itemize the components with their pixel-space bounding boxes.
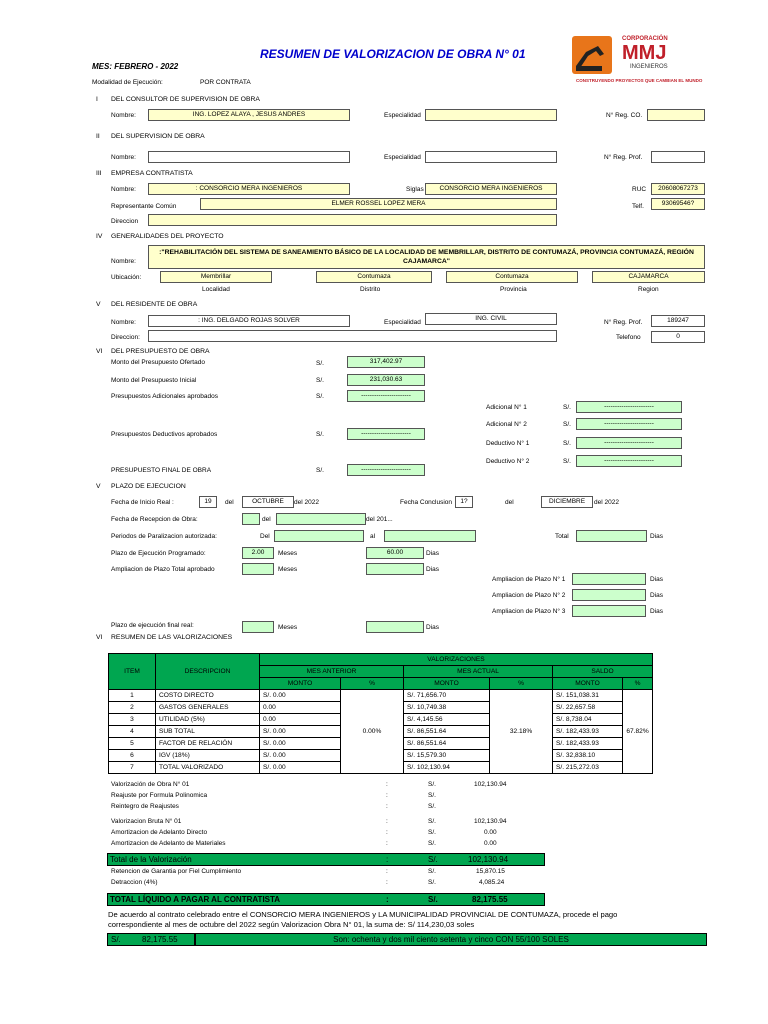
field-label: N° Reg. Prof.	[604, 154, 643, 161]
ubic-region: CAJAMARCA	[592, 271, 705, 283]
colon: :	[386, 855, 389, 864]
section-num: III	[96, 170, 102, 177]
colon: :	[386, 818, 388, 825]
footer-text-1: De acuerdo al contrato celebrado entre el CONSORCIO MERA INGENIEROS y LA MUNICIPALIDAD PROVINCIAL DE CONTUMAZA, procede el pago	[108, 910, 618, 919]
header-mes-actual: MES ACTUAL	[404, 666, 553, 678]
currency: S/.	[428, 829, 436, 836]
row-desc: SUB TOTAL	[156, 726, 260, 738]
row-item: 5	[109, 738, 156, 750]
ubic-caption: Provincia	[500, 286, 527, 293]
pct-actual: 32.18%	[490, 690, 553, 774]
inicio-mes: OCTUBRE	[242, 496, 294, 508]
summary-label: Amortizacion de Adelanto de Materiales	[111, 840, 226, 847]
summary-label: Reajuste por Formula Polinomica	[111, 792, 208, 799]
field-label: Fecha de Inicio Real :	[111, 499, 174, 506]
proyecto-nombre: :"REHABILITACIÓN DEL SISTEMA DE SANEAMIENTO BÁSICO DE LA LOCALIDAD DE MEMBRILLAR, DISTRITO DE CONTUMAZÁ, PROVINCIA CONTUMAZÁ, REGIÓN CAJAMARCA"	[148, 245, 705, 269]
currency: S/.	[316, 377, 324, 384]
field-label: N° Reg. CO.	[606, 112, 643, 119]
row-ant: S/. 0.00	[260, 726, 341, 738]
field-label: Especialidad	[384, 112, 421, 119]
field-label: Telf.	[632, 203, 644, 210]
conclusion-dia: 1?	[455, 496, 473, 508]
field-label: Direccion	[111, 218, 139, 225]
consultor-especialidad	[425, 109, 557, 121]
field-label: Fecha Conclusion	[400, 499, 453, 506]
row-ant: 0.00	[260, 714, 341, 726]
ubic-localidad: Membrillar	[160, 271, 272, 283]
footer-words-box	[195, 933, 707, 946]
field-label: RUC	[632, 186, 647, 193]
ubic-distrito: Contumaza	[316, 271, 432, 283]
field-label: Adicional N° 1	[486, 404, 527, 411]
row-desc: UTILIDAD (5%)	[156, 714, 260, 726]
representante: ELMER ROSSEL LOPEZ MERA	[200, 198, 557, 210]
field-label: Ampliacion de Plazo N° 2	[492, 592, 566, 599]
logo-main-text: MMJ	[622, 42, 667, 64]
currency: S/.	[428, 818, 436, 825]
header-pct: %	[490, 678, 553, 690]
field-label: Especialidad	[384, 319, 421, 326]
row-item: 2	[109, 702, 156, 714]
header-pct: %	[623, 678, 653, 690]
total-liquido-label: TOTAL LÍQUIDO A PAGAR AL CONTRATISTA	[110, 895, 281, 904]
footer-text-2: correspondiente al mes de octubre del 2022 según Valorizacion Obra N° 01, la suma de: S/ 114,230,03 soles	[108, 920, 475, 929]
field-label: Nombre:	[111, 319, 136, 326]
field-label: Ubicación:	[111, 274, 142, 281]
logo-sub-text: INGENIEROS	[630, 64, 668, 70]
row-saldo: S/. 151,038.31	[553, 690, 623, 702]
supervisor-nombre	[148, 151, 350, 163]
pct-saldo: 67.82%	[623, 690, 653, 774]
currency: S/.	[316, 431, 324, 438]
contratista-direccion	[148, 214, 557, 226]
adicionales: -----------------------	[347, 390, 425, 402]
total-liquido-value: 82,175.55	[472, 895, 508, 904]
adicional-1: -----------------------	[576, 401, 682, 413]
summary-value: 102,130.94	[474, 818, 507, 825]
header-monto: MONTO	[260, 678, 341, 690]
row-ant: S/. 0.00	[260, 762, 341, 774]
field-label: Ampliacion de Plazo N° 1	[492, 576, 566, 583]
section-num: V	[96, 483, 101, 490]
ampliacion-3	[572, 605, 646, 617]
header-saldo: SALDO	[553, 666, 653, 678]
field-label: al	[370, 533, 376, 540]
company-logo	[568, 34, 703, 90]
plazo-final-dias	[366, 621, 424, 633]
row-desc: FACTOR DE RELACIÓN	[156, 738, 260, 750]
field-label: Telefono	[616, 334, 641, 341]
summary-value: 15,870.15	[476, 868, 505, 875]
supervisor-reg	[651, 151, 705, 163]
currency: S/.	[428, 803, 436, 810]
section-num: I	[96, 96, 98, 103]
row-desc: COSTO DIRECTO	[156, 690, 260, 702]
logo-slogan: CONSTRUYENDO PROYECTOS QUE CAMBIAN EL MUNDO	[576, 78, 703, 83]
field-label: Dias	[650, 592, 664, 599]
row-act: S/. 86,551.64	[404, 726, 490, 738]
row-saldo: S/. 182,433.93	[553, 726, 623, 738]
ubic-caption: Localidad	[202, 286, 230, 293]
contratista-siglas: CONSORCIO MERA INGENIEROS	[425, 183, 557, 195]
field-label: N° Reg. Prof.	[604, 319, 643, 326]
mes-label: MES: FEBRERO - 2022	[92, 62, 179, 71]
field-label: Meses	[278, 624, 298, 631]
recepcion-mes	[276, 513, 366, 525]
field-label: Deductivo N° 2	[486, 458, 530, 465]
currency: S/.	[563, 404, 571, 411]
row-desc: IGV (18%)	[156, 750, 260, 762]
currency: S/.	[428, 879, 436, 886]
field-label: Adicional N° 2	[486, 421, 527, 428]
deductivo-1: -----------------------	[576, 437, 682, 449]
field-label: Siglas	[406, 186, 424, 193]
colon: :	[386, 868, 388, 875]
paralizacion-total	[576, 530, 647, 542]
total-valorizacion-bar	[107, 853, 545, 866]
ampliacion-dias	[366, 563, 424, 575]
field-label: Meses	[278, 566, 298, 573]
adicional-2: -----------------------	[576, 418, 682, 430]
row-item: 1	[109, 690, 156, 702]
field-label: Nombre:	[111, 186, 136, 193]
field-label: del 201...	[366, 516, 393, 523]
field-label: Periodos de Paralizacion autorizada:	[111, 533, 217, 540]
residente-telefono: 0	[651, 331, 705, 343]
field-label: del 2022	[594, 499, 619, 506]
deductivo-2: -----------------------	[576, 455, 682, 467]
summary-label: Valorización de Obra N° 01	[111, 781, 190, 788]
summary-value: 0.00	[484, 840, 497, 847]
page-title: RESUMEN DE VALORIZACION DE OBRA N° 01	[260, 47, 526, 61]
currency: S/.	[428, 868, 436, 875]
pct-anterior: 0.00%	[341, 690, 404, 774]
ampliacion-1	[572, 573, 646, 585]
field-label: Deductivo N° 1	[486, 440, 530, 447]
field-label: del	[505, 499, 514, 506]
ubic-caption: Region	[638, 286, 659, 293]
summary-label: Valorizacion Bruta N° 01	[111, 818, 182, 825]
field-label: Dias	[650, 608, 664, 615]
modalidad-label: Modalidad de Ejecución:	[92, 79, 163, 86]
section-title: DEL SUPERVISION DE OBRA	[111, 133, 205, 140]
footer-words: Son: ochenta y dos mil ciento setenta y cinco CON 55/100 SOLES	[333, 935, 569, 944]
colon: :	[386, 792, 388, 799]
section-title: DEL CONSULTOR DE SUPERVISION DE OBRA	[111, 96, 260, 103]
field-label: Dias	[426, 624, 440, 631]
logo-corp-text: CORPORACIÓN	[622, 36, 668, 42]
row-saldo: S/. 8,738.04	[553, 714, 623, 726]
section-num: IV	[96, 233, 103, 240]
field-label: del 2022	[294, 499, 319, 506]
currency: S/.	[316, 467, 324, 474]
field-label: Especialidad	[384, 154, 421, 161]
total-valorizacion-value: 102,130.94	[468, 855, 509, 864]
ubic-caption: Distrito	[360, 286, 381, 293]
field-label: Del	[260, 533, 270, 540]
row-saldo: S/. 22,657.58	[553, 702, 623, 714]
currency: S/.	[428, 840, 436, 847]
field-label: PRESUPUESTO FINAL DE OBRA	[111, 467, 212, 474]
deductivos: -----------------------	[347, 428, 425, 440]
header-item: ITEM	[109, 654, 156, 690]
field-label: Meses	[278, 550, 298, 557]
row-saldo: S/. 215,272.03	[553, 762, 623, 774]
field-label: Nombre:	[111, 258, 136, 265]
field-label: Monto del Presupuesto Inicial	[111, 377, 197, 384]
plazo-final-meses	[242, 621, 274, 633]
contratista-telf: 93069546?	[651, 198, 705, 210]
field-label: Dias	[650, 576, 664, 583]
colon: :	[386, 895, 389, 904]
field-label: Dias	[426, 566, 440, 573]
summary-label: Reintegro de Reajustes	[111, 803, 179, 810]
excavator-icon	[572, 36, 612, 74]
row-item: 3	[109, 714, 156, 726]
summary-label: Amortizacion de Adelanto Directo	[111, 829, 208, 836]
footer-amount: 82,175.55	[142, 935, 178, 944]
row-act: S/. 86,551.64	[404, 738, 490, 750]
supervisor-especialidad	[425, 151, 557, 163]
field-label: Total	[555, 533, 569, 540]
currency: S/.	[428, 781, 436, 788]
summary-value: 0.00	[484, 829, 497, 836]
consultor-reg	[647, 109, 705, 121]
ubic-provincia: Contumaza	[446, 271, 578, 283]
field-label: Fecha de Recepcion de Obra:	[111, 516, 198, 523]
currency: S/.	[316, 393, 324, 400]
field-label: del	[225, 499, 234, 506]
table-row	[109, 690, 653, 702]
currency: S/.	[428, 895, 438, 904]
header-pct: %	[341, 678, 404, 690]
contratista-ruc: 20608067273	[651, 183, 705, 195]
field-label: Nombre:	[111, 112, 136, 119]
colon: :	[386, 829, 388, 836]
field-label: Monto del Presupuesto Ofertado	[111, 359, 205, 366]
section-title: PLAZO DE EJECUCION	[111, 483, 186, 490]
section-title: EMPRESA CONTRATISTA	[111, 170, 193, 177]
header-monto: MONTO	[404, 678, 490, 690]
ampliacion-meses	[242, 563, 274, 575]
row-act: S/. 71,656.70	[404, 690, 490, 702]
field-label: Dias	[650, 533, 664, 540]
row-desc: TOTAL VALORIZADO	[156, 762, 260, 774]
residente-nombre: : ING. DELGADO ROJAS SOLVER	[148, 315, 350, 327]
currency: S/.	[316, 360, 324, 367]
residente-direccion	[148, 330, 557, 342]
summary-value: 102,130.94	[474, 781, 507, 788]
consultor-nombre: ING. LOPEZ ALAYA , JESUS ANDRES	[148, 109, 350, 121]
field-label: Ampliacion de Plazo N° 3	[492, 608, 566, 615]
row-item: 4	[109, 726, 156, 738]
section-num: VI	[96, 634, 103, 641]
total-valorizacion-label: Total de la Valorización	[110, 855, 192, 864]
section-title: GENERALIDADES DEL PROYECTO	[111, 233, 224, 240]
field-label: Representante Común	[111, 203, 177, 210]
total-liquido-bar	[107, 893, 545, 906]
modalidad-value: POR CONTRATA	[200, 79, 251, 86]
currency: S/.	[563, 458, 571, 465]
row-desc: GASTOS GENERALES	[156, 702, 260, 714]
row-item: 7	[109, 762, 156, 774]
row-act: S/. 4,145.56	[404, 714, 490, 726]
currency: S/.	[563, 440, 571, 447]
row-item: 6	[109, 750, 156, 762]
footer-amount-box	[107, 933, 195, 946]
field-label: Plazo de ejecución final real:	[111, 622, 194, 629]
header-monto: MONTO	[553, 678, 623, 690]
field-label: Direccion:	[111, 334, 140, 341]
colon: :	[386, 803, 388, 810]
row-act: S/. 10,749.38	[404, 702, 490, 714]
monto-ofertado: 317,402.97	[347, 356, 425, 368]
field-label: Ampliacion de Plazo Total aprobado	[111, 566, 215, 573]
currency: S/.	[428, 792, 436, 799]
row-saldo: S/. 32,838.10	[553, 750, 623, 762]
residente-especialidad: ING. CIVIL	[425, 313, 557, 325]
plazo-meses: 2.00	[242, 547, 274, 559]
field-label: Dias	[426, 550, 440, 557]
field-label: Nombre:	[111, 154, 136, 161]
section-title: DEL PRESUPUESTO DE OBRA	[111, 348, 210, 355]
section-num: V	[96, 301, 101, 308]
row-saldo: S/. 182,433.93	[553, 738, 623, 750]
row-act: S/. 102,130.94	[404, 762, 490, 774]
header-descripcion: DESCRIPCION	[156, 654, 260, 690]
summary-value: 4,085.24	[479, 879, 505, 886]
header-mes-anterior: MES ANTERIOR	[260, 666, 404, 678]
ampliacion-2	[572, 589, 646, 601]
section-num: II	[96, 133, 100, 140]
colon: :	[386, 879, 388, 886]
valorizaciones-table	[108, 653, 653, 774]
field-label: del	[262, 516, 271, 523]
summary-label: Retencion de Garantia por Fiel Cumplimiento	[111, 868, 242, 875]
row-ant: S/. 0.00	[260, 750, 341, 762]
conclusion-mes: DICIEMBRE	[541, 496, 593, 508]
paralizacion-desde	[274, 530, 364, 542]
field-label: Plazo de Ejecución Programado:	[111, 550, 206, 557]
colon: :	[386, 840, 388, 847]
section-title: RESUMEN DE LAS VALORIZACIONES	[111, 634, 233, 641]
row-ant: S/. 0.00	[260, 738, 341, 750]
row-act: S/. 15,579.30	[404, 750, 490, 762]
currency: S/.	[111, 935, 121, 944]
row-ant: S/. 0.00	[260, 690, 341, 702]
presupuesto-final: -----------------------	[347, 464, 425, 476]
section-title: DEL RESIDENTE DE OBRA	[111, 301, 198, 308]
section-num: VI	[96, 348, 103, 355]
field-label: Presupuestos Adicionales aprobados	[111, 393, 218, 400]
residente-reg: 189247	[651, 315, 705, 327]
inicio-dia: 19	[199, 496, 217, 508]
field-label: Presupuestos Deductivos aprobados	[111, 431, 218, 438]
colon: :	[386, 781, 388, 788]
contratista-nombre: : CONSORCIO MERA INGENIEROS	[148, 183, 350, 195]
plazo-dias: 60.00	[366, 547, 424, 559]
currency: S/.	[563, 421, 571, 428]
monto-inicial: 231,030.63	[347, 374, 425, 386]
recepcion-dia	[242, 513, 260, 525]
paralizacion-hasta	[384, 530, 476, 542]
summary-label: Detraccion (4%)	[111, 879, 158, 886]
currency: S/.	[428, 855, 438, 864]
row-ant: 0.00	[260, 702, 341, 714]
header-valorizaciones: VALORIZACIONES	[260, 654, 653, 666]
